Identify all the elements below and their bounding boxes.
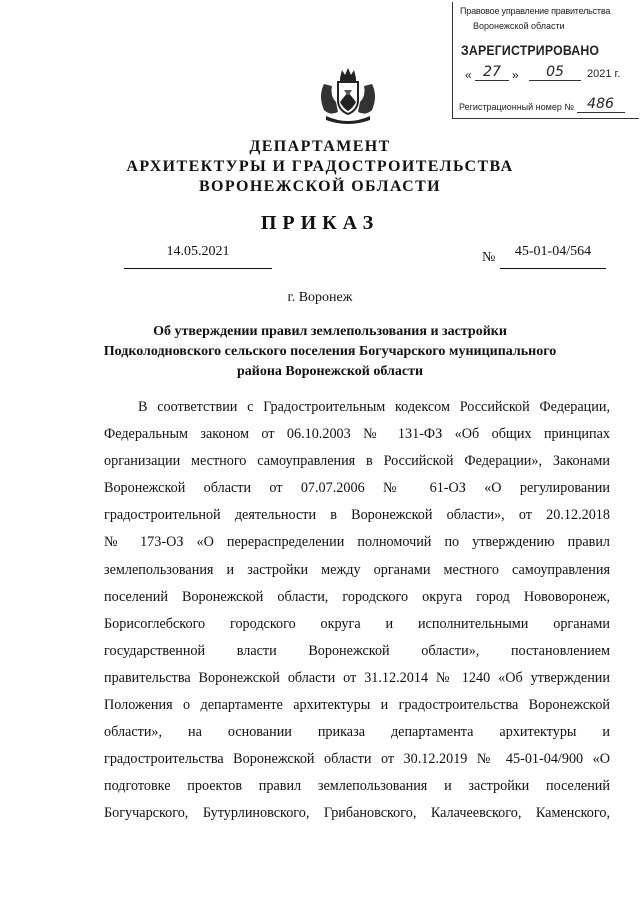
stamp-date: « 27 » 05 2021 г. [465, 64, 621, 82]
stamp-month: 05 [529, 64, 581, 81]
body-line: государственной власти Воронежской области», постановлением [104, 642, 610, 659]
body-line: землепользования и застройки между органами местного самоуправления [104, 561, 610, 578]
stamp-number [459, 98, 625, 115]
stamp-line-1: Правовое управление правительства [460, 6, 611, 16]
body-line: Богучарского, Бутурлиновского, Грибановского, Калачеевского, Каменского, [104, 805, 610, 822]
registration-stamp [452, 2, 639, 119]
stamp-day: 27 [475, 64, 509, 81]
stamp-registered: ЗАРЕГИСТРИРОВАНО [461, 42, 600, 58]
coat-of-arms-icon [316, 66, 380, 128]
body-line: Борисоглебского городского округа и исполнительными органами [104, 615, 610, 632]
body-line: области», на основании приказа департамента архитектуры и [104, 724, 610, 741]
stamp-number-value: 486 [577, 96, 625, 113]
body-line: Воронежской области от 07.07.2006 № 61-ОЗ «О регулировании [104, 480, 610, 497]
document-title: ПРИКАЗ [260, 212, 380, 234]
order-body [104, 394, 610, 828]
department-line-3: ВОРОНЕЖСКОЙ ОБЛАСТИ [198, 178, 441, 195]
order-subject: Об утверждении правил землепользования и застройки Подколодновского сельского поселения Богучарского муниципального района Воронежской области [103, 324, 557, 379]
body-line: Федеральным законом от 06.10.2003 № 131-ФЗ «Об общих принципах [104, 426, 610, 443]
order-date: 14.05.2021 [124, 244, 272, 269]
body-line: организации местного самоуправления в Российской Федерации», Законами [104, 453, 610, 470]
body-line: градостроительной деятельности в Воронежской области», от 20.12.2018 [104, 507, 610, 524]
body-line: В соответствии с Градостроительным кодексом Российской Федерации, [138, 399, 610, 415]
stamp-number-label: Регистрационный номер № [459, 102, 575, 112]
department-line-1: ДЕПАРТАМЕНТ [249, 138, 391, 155]
body-line: № 173-ОЗ «О перераспределении полномочий по утверждению правил [104, 534, 610, 551]
city: г. Воронеж [287, 290, 353, 305]
department-line-2: АРХИТЕКТУРЫ И ГРАДОСТРОИТЕЛЬСТВА [126, 158, 514, 175]
body-line: поселений Воронежской области, городского округа город Нововоронеж, [104, 588, 610, 605]
stamp-line-2: Воронежской области [473, 21, 565, 31]
order-number: 45-01-04/564 [500, 244, 606, 269]
number-sign: № [482, 250, 496, 265]
body-line: подготовке проектов правил землепользования и застройки поселений [104, 778, 610, 795]
body-line: правительства Воронежской области от 31.12.2014 № 1240 «Об утверждении [104, 669, 610, 686]
body-line: градостроительства Воронежской области от 30.12.2019 № 45-01-04/900 «О [104, 751, 610, 768]
stamp-year: 2021 г. [587, 68, 621, 80]
body-line: Положения о департаменте архитектуры и градостроительства Воронежской [104, 697, 610, 714]
